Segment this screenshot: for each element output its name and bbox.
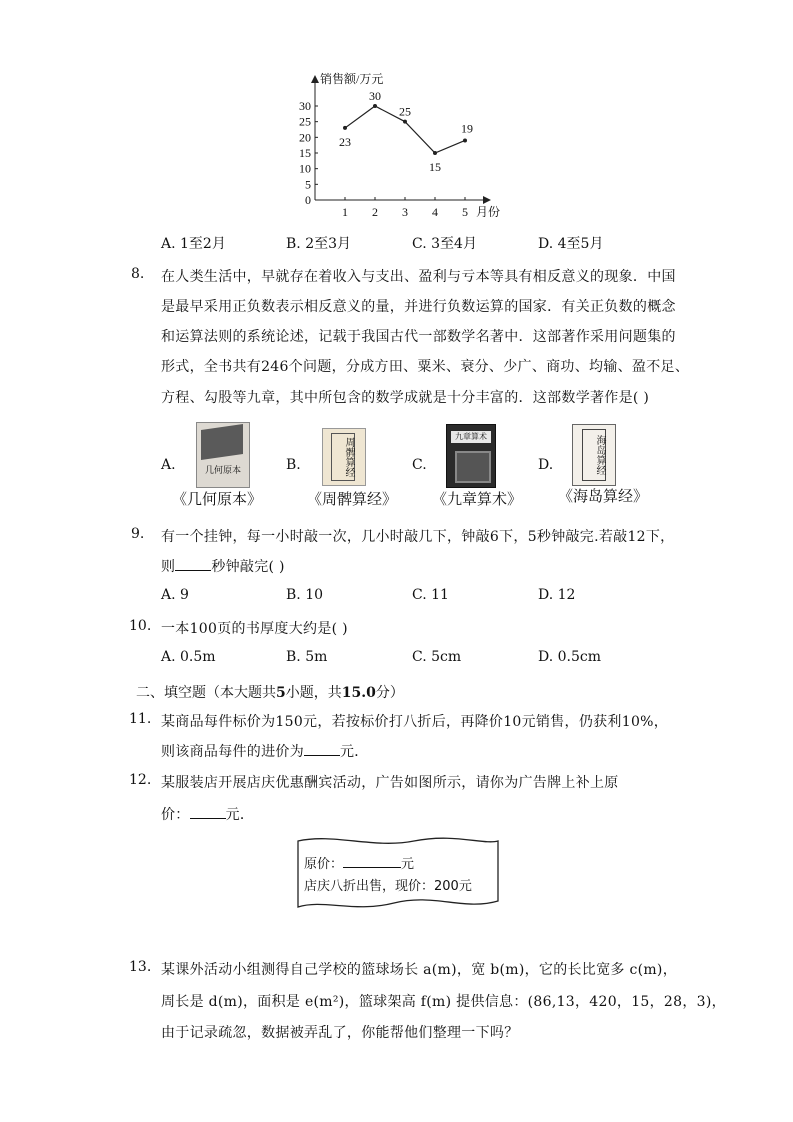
q11-line-2-pre: 则该商品每件的进价为: [161, 744, 304, 760]
q12-line-1: 某服装店开展店庆优惠酬宾活动，广告如图所示，请你为广告牌上补上原: [161, 775, 619, 791]
book-caption: 《海岛算经》: [558, 487, 649, 505]
book-cover-image: [322, 428, 366, 486]
data-label: 30: [369, 89, 381, 103]
q12-line-2-post: 元．: [225, 807, 255, 823]
q7-option-a[interactable]: [161, 233, 226, 253]
option-text: 3至4月: [431, 236, 477, 252]
sales-line-chart: [290, 70, 520, 225]
q9-line-1: 有一个挂钟，每一小时敲一次，几小时敲几下，钟敲6下，5秒钟敲完.若敲12下，: [161, 529, 675, 545]
q9-line-2-post: 秒钟敲完( ): [211, 559, 285, 575]
q8-line-4: 形式，全书共有246个问题，分成方田、粟米、衰分、少广、商功、均输、盈不足、: [161, 359, 690, 375]
option-letter: A.: [161, 457, 176, 473]
q7-option-b[interactable]: [286, 233, 351, 253]
option-text: 0.5cm: [557, 649, 602, 665]
q11-line-1: 某商品每件标价为150元，若按标价打八折后，再降价10元销售，仍获利10%，: [161, 714, 669, 730]
option-text: 0.5m: [180, 649, 216, 665]
cover-illustration: [201, 424, 243, 460]
q10-option-a[interactable]: [161, 649, 216, 665]
x-tick-label: 2: [372, 205, 378, 219]
q13-line-1: 某课外活动小组测得自己学校的篮球场长 a(m)，宽 b(m)，它的长比宽多 c(m)，: [161, 962, 677, 978]
book-cover-image: [446, 424, 496, 488]
option-text: 10: [305, 587, 324, 603]
section-score: 15.0: [341, 685, 376, 701]
book-cover-image: [196, 422, 250, 488]
option-letter: A.: [161, 649, 176, 665]
q11-line-2-post: 元．: [340, 744, 369, 760]
data-point: [343, 126, 347, 130]
x-tick-label: 5: [462, 205, 468, 219]
q8-line-2: 是最早采用正负数表示相反意义的量，并进行负数运算的国家．有关正负数的概念: [161, 299, 676, 315]
option-letter: C.: [412, 457, 427, 473]
option-letter: B.: [286, 649, 301, 665]
q9-option-a[interactable]: [161, 587, 189, 603]
option-letter: C.: [412, 587, 427, 603]
x-tick-label: 3: [402, 205, 408, 219]
option-letter: B.: [286, 587, 301, 603]
data-label: 23: [339, 134, 351, 149]
advertisement-sign: [294, 835, 504, 915]
option-letter: A.: [161, 236, 176, 252]
option-text: 12: [557, 587, 576, 603]
option-letter: C.: [412, 236, 427, 252]
section-pre: 二、填空题（本大题共: [136, 685, 276, 701]
chart-ticks: [299, 99, 468, 219]
q10-line-1: 一本100页的书厚度大约是( ): [161, 621, 348, 637]
answer-blank[interactable]: [190, 804, 226, 819]
option-letter: B.: [286, 457, 301, 473]
chart-svg: [290, 70, 520, 225]
sign-line-1: [304, 853, 414, 872]
q13-line-3: 由于记录疏忽，数据被弄乱了，你能帮他们整理一下吗？: [161, 1025, 519, 1041]
q10-option-d[interactable]: [538, 649, 601, 665]
option-text: 2至3月: [305, 236, 352, 252]
option-text: 1至2月: [180, 236, 226, 252]
q8-line-5: 方程、勾股等九章，其中所包含的数学成就是十分丰富的．这部数学著作是( ): [161, 390, 650, 406]
q9-option-b[interactable]: [286, 587, 323, 603]
q9-option-c[interactable]: [412, 587, 449, 603]
sign-line-1-post: 元: [401, 857, 415, 872]
q7-option-d[interactable]: [538, 233, 603, 253]
y-tick-label: 0: [305, 193, 311, 207]
book-caption: 《几何原本》: [172, 490, 263, 508]
section-count: 5: [276, 685, 286, 701]
chart-series: [339, 89, 473, 174]
data-point: [433, 151, 437, 155]
book-caption: 《九章算术》: [432, 490, 523, 508]
data-point: [373, 104, 377, 108]
section-header: [136, 682, 404, 702]
q9-number: 9.: [131, 526, 145, 542]
data-point: [463, 138, 467, 142]
option-text: 11: [431, 587, 449, 603]
q11-line-2: [161, 741, 369, 761]
section-mid: 小题，共: [285, 685, 342, 701]
answer-blank[interactable]: [175, 556, 211, 571]
q10-option-b[interactable]: [286, 649, 327, 665]
q12-number: 12.: [129, 772, 152, 788]
book-cover-image: [572, 424, 616, 486]
x-axis-label: 月份: [476, 205, 501, 219]
q12-line-2: [161, 804, 254, 824]
y-tick-label: 10: [299, 161, 311, 176]
sign-blank[interactable]: [343, 855, 401, 868]
option-letter: D.: [538, 236, 554, 252]
x-tick-label: 1: [342, 205, 348, 219]
data-label: 25: [399, 104, 411, 119]
q12-line-2-pre: 价：: [161, 807, 190, 823]
y-tick-label: 20: [299, 130, 311, 145]
y-tick-label: 30: [299, 99, 311, 113]
sign-line-2: 店庆八折出售，现价：200元: [304, 879, 472, 894]
q7-option-c[interactable]: [412, 233, 477, 253]
q13-number: 13.: [129, 959, 152, 975]
cover-pattern: [455, 451, 491, 483]
q8-line-1: 在人类生活中，早就存在着收入与支出、盈利与亏本等具有相反意义的现象．中国: [161, 269, 676, 285]
q8-line-3: 和运算法则的系统论述，记载于我国古代一部数学名著中．这部著作采用问题集的: [161, 329, 676, 345]
option-letter: D.: [538, 649, 554, 665]
option-letter: D.: [538, 587, 554, 603]
option-letter: B.: [286, 236, 301, 252]
q10-option-c[interactable]: [412, 649, 461, 665]
x-tick-label: 4: [432, 205, 438, 219]
data-label: 19: [461, 121, 473, 136]
y-axis-label: 销售额/万元: [320, 72, 384, 86]
option-text: 4至5月: [557, 236, 604, 252]
q13-line-2: 周长是 d(m)，面积是 e(m²)，篮球架高 f(m) 提供信息：(86,13，420，15，28，3)，: [161, 994, 726, 1010]
q9-option-d[interactable]: [538, 587, 575, 603]
section-post: 分）: [375, 685, 404, 701]
q8-number: 8.: [131, 266, 145, 282]
option-letter: D.: [538, 457, 554, 473]
y-tick-label: 5: [305, 177, 311, 192]
option-text: 9: [180, 587, 189, 603]
book-title: 海岛算经: [582, 429, 606, 481]
option-letter: A.: [161, 587, 176, 603]
option-text: 5m: [305, 649, 328, 665]
q9-line-2-pre: 则: [161, 559, 176, 575]
option-letter: C.: [412, 649, 427, 665]
q10-number: 10.: [129, 618, 152, 634]
book-title: 几何原本: [204, 466, 241, 476]
data-label: 15: [429, 160, 441, 174]
answer-blank[interactable]: [304, 741, 340, 756]
q11-number: 11.: [129, 711, 152, 727]
book-title: 周髀算经: [331, 433, 355, 481]
y-tick-label: 15: [299, 146, 311, 160]
book-title: 九章算术: [451, 431, 491, 443]
data-point: [403, 120, 407, 124]
book-caption: 《周髀算经》: [307, 490, 398, 508]
option-text: 5cm: [431, 649, 462, 665]
sign-line-1-pre: 原价：: [304, 857, 344, 872]
q9-line-2: [161, 556, 285, 576]
y-tick-label: 25: [299, 114, 311, 129]
